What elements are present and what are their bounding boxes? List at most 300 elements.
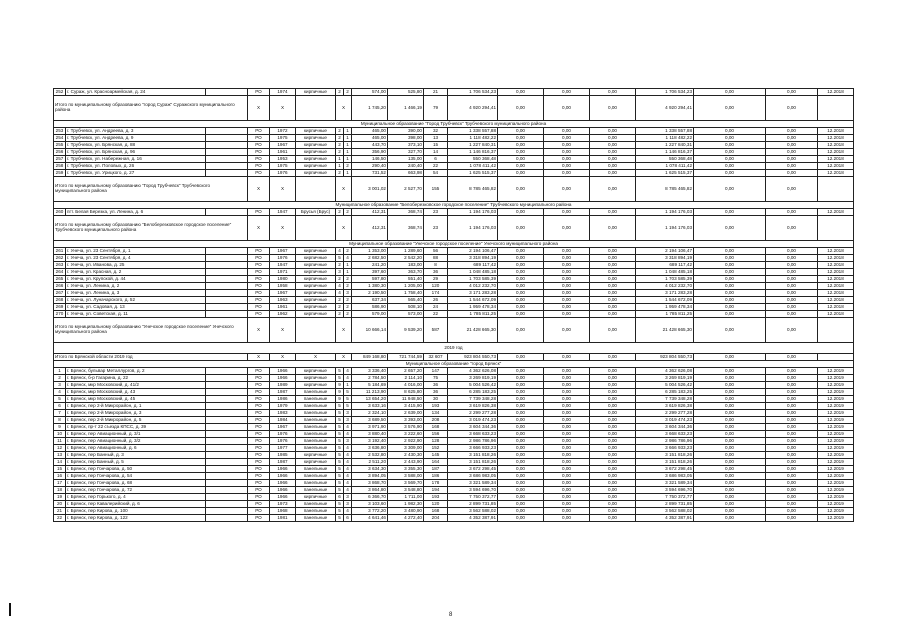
row-number: 17 bbox=[54, 480, 66, 487]
residents-cell: 15 bbox=[424, 142, 448, 149]
cost-cell: 7 750 372,77 bbox=[448, 494, 498, 501]
unit-cost-cell: 0,00 bbox=[694, 318, 766, 343]
address-cell: г. Брянск, пер 2-й Микрорайон, д. 1 bbox=[66, 403, 206, 410]
program-cell: РО bbox=[248, 290, 270, 297]
deadline-cell: 12.2019 bbox=[818, 466, 854, 473]
wall-material-cell: панельные bbox=[296, 508, 336, 515]
fund-cell: 0,00 bbox=[544, 177, 590, 202]
table-row bbox=[54, 438, 854, 445]
total-area-cell: 1 353,00 bbox=[352, 248, 388, 255]
unit-cost-cell: 0,00 bbox=[694, 459, 766, 466]
total-cost-cell: 3 019 474,23 bbox=[636, 417, 694, 424]
entrances-cell: 3 bbox=[344, 501, 352, 508]
total-area-cell: 11 213,90 bbox=[352, 389, 388, 396]
table-row bbox=[54, 508, 854, 515]
row-number: 19 bbox=[54, 494, 66, 501]
limit-cell: 0,00 bbox=[766, 515, 818, 522]
entrances-cell: 4 bbox=[344, 375, 352, 382]
program-cell: РО bbox=[248, 410, 270, 417]
year-cell: 1966 bbox=[270, 466, 296, 473]
address-cell: г. Брянск, пер Кирова, д. 122 bbox=[66, 515, 206, 522]
program-cell: РО bbox=[248, 276, 270, 283]
x-cell: Х bbox=[270, 96, 296, 121]
total-cost-cell: 3 594 696,70 bbox=[636, 487, 694, 494]
fund-cell: 0,00 bbox=[544, 508, 590, 515]
total-area-cell: 356,90 bbox=[352, 149, 388, 156]
entrances-cell: 4 bbox=[344, 487, 352, 494]
residents-cell: 88 bbox=[424, 255, 448, 262]
table-row bbox=[54, 290, 854, 297]
wall-material-cell: кирпичные bbox=[296, 262, 336, 269]
fund-cell: 0,00 bbox=[498, 283, 544, 290]
residents-cell: 54 bbox=[424, 170, 448, 177]
floors-cell: 5 bbox=[336, 466, 344, 473]
entrances-cell: 3 bbox=[344, 290, 352, 297]
row-number: 20 bbox=[54, 501, 66, 508]
floors-cell: 1 bbox=[336, 156, 344, 163]
row-number: 4 bbox=[54, 389, 66, 396]
entrances-cell: 3 bbox=[344, 417, 352, 424]
fund-cell: 0,00 bbox=[498, 501, 544, 508]
living-area-cell: 135,00 bbox=[388, 156, 424, 163]
unit-cost-cell: 0,00 bbox=[694, 135, 766, 142]
cost-cell: 4 012 232,70 bbox=[448, 283, 498, 290]
living-area-cell: 721 744,59 bbox=[388, 354, 424, 361]
empty-cell bbox=[206, 368, 248, 375]
program-table-sheet bbox=[53, 88, 853, 522]
living-area-cell: 3 548,80 bbox=[388, 487, 424, 494]
floors-cell: 2 bbox=[336, 262, 344, 269]
year-cell: 1947 bbox=[270, 209, 296, 216]
year-cell: 1976 bbox=[270, 438, 296, 445]
empty-cell bbox=[206, 156, 248, 163]
wall-material-cell: кирпичные bbox=[296, 89, 336, 96]
deadline-cell: 12.2019 bbox=[818, 431, 854, 438]
year-cell: 1976 bbox=[270, 255, 296, 262]
residents-cell: 174 bbox=[424, 290, 448, 297]
x-cell: Х bbox=[248, 318, 270, 343]
empty-cell bbox=[206, 459, 248, 466]
unit-cost-cell: 0,00 bbox=[694, 290, 766, 297]
total-area-cell: 574,00 bbox=[352, 89, 388, 96]
section-title: Муниципальное образование "город Брянск" bbox=[54, 361, 854, 368]
floors-cell: 4 bbox=[336, 290, 344, 297]
address-cell: г. Брянск, пер 2-й Микрорайон, д. 3 bbox=[66, 410, 206, 417]
total-area-cell: 1 380,30 bbox=[352, 283, 388, 290]
limit-cell: 0,00 bbox=[766, 382, 818, 389]
program-cell: РО bbox=[248, 135, 270, 142]
year-cell: 1966 bbox=[270, 487, 296, 494]
row-number: 6 bbox=[54, 403, 66, 410]
unit-cost-cell: 0,00 bbox=[694, 142, 766, 149]
total-cost-cell: 8 785 465,82 bbox=[636, 177, 694, 202]
year-cell: 1989 bbox=[270, 382, 296, 389]
living-area-cell: 573,00 bbox=[388, 311, 424, 318]
unit-cost-cell: 0,00 bbox=[694, 515, 766, 522]
residents-cell: 26 bbox=[424, 297, 448, 304]
living-area-cell: 1 466,19 bbox=[388, 96, 424, 121]
fund-cell: 0,00 bbox=[590, 283, 636, 290]
empty-cell bbox=[206, 283, 248, 290]
x-cell: Х bbox=[270, 177, 296, 202]
total-cost-cell: 3 151 818,26 bbox=[636, 452, 694, 459]
cost-cell: 3 171 283,28 bbox=[448, 290, 498, 297]
address-cell: г. Брянск, пер Кирова, д. 100 bbox=[66, 508, 206, 515]
empty-cell bbox=[206, 438, 248, 445]
empty-cell bbox=[206, 89, 248, 96]
unit-cost-cell: 0,00 bbox=[694, 297, 766, 304]
wall-material-cell: панельные bbox=[296, 396, 336, 403]
empty-cell bbox=[206, 466, 248, 473]
fund-cell: 0,00 bbox=[590, 269, 636, 276]
program-cell: РО bbox=[248, 142, 270, 149]
deadline-cell: 12.2018 bbox=[818, 170, 854, 177]
entrances-cell: 1 bbox=[344, 170, 352, 177]
residents-cell: 194 bbox=[424, 487, 448, 494]
year-cell: 1972 bbox=[270, 128, 296, 135]
residents-cell: 32 607 bbox=[424, 354, 448, 361]
total-cost-cell: 2 299 277,28 bbox=[636, 410, 694, 417]
program-cell: РО bbox=[248, 501, 270, 508]
entrances-cell: 4 bbox=[344, 255, 352, 262]
total-cost-cell: 1 146 816,37 bbox=[636, 149, 694, 156]
unit-cost-cell: 0,00 bbox=[694, 170, 766, 177]
living-area-cell: 2 542,20 bbox=[388, 255, 424, 262]
entrances-cell: 5 bbox=[344, 403, 352, 410]
row-number: 1 bbox=[54, 368, 66, 375]
living-area-cell: 565,40 bbox=[388, 297, 424, 304]
fund-cell: 0,00 bbox=[544, 501, 590, 508]
fund-cell: 0,00 bbox=[544, 396, 590, 403]
fund-cell: 0,00 bbox=[498, 389, 544, 396]
cost-cell: 3 686 983,05 bbox=[448, 473, 498, 480]
unit-cost-cell: 0,00 bbox=[694, 248, 766, 255]
wall-material-cell: кирпичные bbox=[296, 304, 336, 311]
program-cell: РО bbox=[248, 438, 270, 445]
cost-cell: 3 321 589,34 bbox=[448, 480, 498, 487]
entrances-cell: 2 bbox=[344, 311, 352, 318]
address-cell: г. Унеча, ул. Иванова, д. 25 bbox=[66, 262, 206, 269]
fund-cell: 0,00 bbox=[544, 163, 590, 170]
section-title: Муниципальное образование "Унечское городское поселение" Унечского муниципального района bbox=[54, 241, 854, 248]
deadline-cell: 12.2019 bbox=[818, 445, 854, 452]
fund-cell: 0,00 bbox=[590, 170, 636, 177]
fund-cell: 0,00 bbox=[590, 494, 636, 501]
cost-cell: 3 269 819,19 bbox=[448, 375, 498, 382]
wall-material-cell: кирпичные bbox=[296, 170, 336, 177]
residents-cell: 23 bbox=[424, 209, 448, 216]
fund-cell: 0,00 bbox=[544, 354, 590, 361]
entrances-cell: 5 bbox=[344, 396, 352, 403]
deadline-cell: 12.2019 bbox=[818, 410, 854, 417]
deadline-cell: 12.2018 bbox=[818, 262, 854, 269]
floors-cell: 5 bbox=[336, 473, 344, 480]
row-number: 264 bbox=[54, 269, 66, 276]
row-number: 268 bbox=[54, 297, 66, 304]
cost-cell: 3 318 894,19 bbox=[448, 255, 498, 262]
limit-cell: 0,00 bbox=[766, 262, 818, 269]
unit-cost-cell: 0,00 bbox=[694, 262, 766, 269]
deadline-cell: 12.2019 bbox=[818, 515, 854, 522]
fund-cell: 0,00 bbox=[544, 96, 590, 121]
unit-cost-cell: 0,00 bbox=[694, 368, 766, 375]
empty-cell bbox=[206, 128, 248, 135]
limit-cell: 0,00 bbox=[766, 156, 818, 163]
limit-cell: 0,00 bbox=[766, 417, 818, 424]
wall-material-cell: кирпичные bbox=[296, 368, 336, 375]
program-cell: РО bbox=[248, 494, 270, 501]
year-cell: 1967 bbox=[270, 424, 296, 431]
fund-cell: 0,00 bbox=[590, 431, 636, 438]
address-cell: г. Унеча, ул. Луначарского, д. 52 bbox=[66, 297, 206, 304]
year-cell: 1979 bbox=[270, 403, 296, 410]
program-cell: РО bbox=[248, 431, 270, 438]
deadline-cell: 12.2018 bbox=[818, 269, 854, 276]
limit-cell: 0,00 bbox=[766, 473, 818, 480]
total-area-cell: 3 636,80 bbox=[352, 445, 388, 452]
empty-cell bbox=[206, 269, 248, 276]
fund-cell: 0,00 bbox=[544, 417, 590, 424]
deadline-cell: 12.2019 bbox=[818, 403, 854, 410]
entrances-cell: 2 bbox=[344, 276, 352, 283]
row-number: 266 bbox=[54, 283, 66, 290]
limit-cell: 0,00 bbox=[766, 459, 818, 466]
total-cost-cell: 3 269 819,19 bbox=[636, 375, 694, 382]
empty-cell bbox=[206, 508, 248, 515]
residents-cell: 24 bbox=[424, 304, 448, 311]
year-cell: 1976 bbox=[270, 170, 296, 177]
fund-cell: 0,00 bbox=[590, 177, 636, 202]
floors-cell: 5 bbox=[336, 417, 344, 424]
limit-cell: 0,00 bbox=[766, 466, 818, 473]
empty-cell bbox=[206, 248, 248, 255]
unit-cost-cell: 0,00 bbox=[694, 445, 766, 452]
fund-cell: 0,00 bbox=[498, 163, 544, 170]
living-area-cell: 551,40 bbox=[388, 276, 424, 283]
living-area-cell: 4 272,40 bbox=[388, 515, 424, 522]
deadline-cell: 12.2018 bbox=[818, 311, 854, 318]
year-cell: 1986 bbox=[270, 396, 296, 403]
entrances-cell: 1 bbox=[344, 149, 352, 156]
x-cell: Х bbox=[248, 354, 270, 361]
total-cost-cell: 3 318 894,19 bbox=[636, 255, 694, 262]
x-cell bbox=[296, 318, 336, 343]
program-cell: РО bbox=[248, 515, 270, 522]
residents-cell: 30 bbox=[424, 396, 448, 403]
unit-cost-cell: 0,00 bbox=[694, 375, 766, 382]
residents-cell: 168 bbox=[424, 508, 448, 515]
living-area-cell: 2 114,10 bbox=[388, 375, 424, 382]
total-cost-cell: 550 368,48 bbox=[636, 156, 694, 163]
floors-cell: 2 bbox=[336, 209, 344, 216]
residents-cell: 147 bbox=[424, 368, 448, 375]
empty-cell bbox=[818, 354, 854, 361]
total-area-cell: 3 864,80 bbox=[352, 487, 388, 494]
table-row bbox=[54, 466, 854, 473]
limit-cell: 0,00 bbox=[766, 452, 818, 459]
table-row bbox=[54, 515, 854, 522]
address-cell: г. Брянск, пер Авиационный, д. 3/1 bbox=[66, 431, 206, 438]
residents-cell: 120 bbox=[424, 501, 448, 508]
wall-material-cell: панельные bbox=[296, 431, 336, 438]
fund-cell: 0,00 bbox=[498, 431, 544, 438]
cost-cell: 2 986 786,96 bbox=[448, 438, 498, 445]
empty-cell bbox=[206, 142, 248, 149]
address-cell: г. Унеча, ул. Советская, д. 11 bbox=[66, 311, 206, 318]
address-cell: г. Трубчевск, ул. Андреева, д. 3 bbox=[66, 128, 206, 135]
table-row bbox=[54, 375, 854, 382]
year-cell: 1953 bbox=[270, 156, 296, 163]
address-cell: г. Унеча, ул. Красная, д. 2 bbox=[66, 269, 206, 276]
total-area-cell: 731,52 bbox=[352, 170, 388, 177]
limit-cell: 0,00 bbox=[766, 389, 818, 396]
empty-cell bbox=[206, 445, 248, 452]
empty-cell bbox=[206, 276, 248, 283]
fund-cell: 0,00 bbox=[498, 297, 544, 304]
fund-cell: 0,00 bbox=[544, 515, 590, 522]
fund-cell: 0,00 bbox=[544, 128, 590, 135]
row-number: 256 bbox=[54, 149, 66, 156]
entrances-cell: 6 bbox=[344, 515, 352, 522]
year-cell: 1961 bbox=[270, 149, 296, 156]
address-cell: г. Унеча, ул. Ленина, д. 3 bbox=[66, 290, 206, 297]
address-cell: г. Трубчевск, ул. Половых, д. 26 bbox=[66, 163, 206, 170]
living-area-cell: 368,74 bbox=[388, 216, 424, 241]
floors-cell: 5 bbox=[336, 480, 344, 487]
cost-cell: 1 785 811,25 bbox=[448, 311, 498, 318]
total-cost-cell: 1 959 478,34 bbox=[636, 304, 694, 311]
entrances-cell: 3 bbox=[344, 410, 352, 417]
address-cell: г. Брянск, бульвар Металлургов, д. 2 bbox=[66, 368, 206, 375]
program-cell: РО bbox=[248, 297, 270, 304]
deadline-cell: 12.2018 bbox=[818, 135, 854, 142]
unit-cost-cell: 0,00 bbox=[694, 304, 766, 311]
table-row bbox=[54, 163, 854, 170]
cost-cell: 8 785 465,82 bbox=[448, 177, 498, 202]
living-area-cell: 2 639,00 bbox=[388, 410, 424, 417]
housing-repair-table bbox=[53, 88, 854, 522]
unit-cost-cell: 0,00 bbox=[694, 209, 766, 216]
table-row bbox=[54, 403, 854, 410]
deadline-cell: 12.2018 bbox=[818, 163, 854, 170]
empty-cell bbox=[818, 318, 854, 343]
table-row bbox=[54, 417, 854, 424]
empty-cell bbox=[206, 515, 248, 522]
wall-material-cell: панельные bbox=[296, 473, 336, 480]
unit-cost-cell: 0,00 bbox=[694, 501, 766, 508]
entrances-cell: 4 bbox=[344, 424, 352, 431]
total-area-cell: 3 336,40 bbox=[352, 368, 388, 375]
total-cost-cell: 3 666 933,23 bbox=[636, 445, 694, 452]
fund-cell: 0,00 bbox=[498, 354, 544, 361]
subtotal-label: Итого по муниципальному образованию "Белоберезковское городское поселение" Трубчевского муниципального района bbox=[54, 216, 248, 241]
wall-material-cell: панельные bbox=[296, 424, 336, 431]
floors-cell: 5 bbox=[336, 459, 344, 466]
limit-cell: 0,00 bbox=[766, 368, 818, 375]
empty-cell bbox=[206, 417, 248, 424]
program-cell: РО bbox=[248, 170, 270, 177]
limit-cell: 0,00 bbox=[766, 311, 818, 318]
floors-cell: 2 bbox=[336, 311, 344, 318]
fund-cell: 0,00 bbox=[498, 318, 544, 343]
table-row bbox=[54, 135, 854, 142]
program-cell: РО bbox=[248, 375, 270, 382]
fund-cell: 0,00 bbox=[498, 410, 544, 417]
table-row bbox=[54, 170, 854, 177]
x-cell: Х bbox=[336, 318, 352, 343]
row-number: 3 bbox=[54, 382, 66, 389]
entrances-cell: 4 bbox=[344, 473, 352, 480]
address-cell: г. Унеча, ул. 23 Сентября, д. 4 bbox=[66, 255, 206, 262]
residents-cell: 186 bbox=[424, 473, 448, 480]
residents-cell: 208 bbox=[424, 417, 448, 424]
deadline-cell: 12.2018 bbox=[818, 89, 854, 96]
fund-cell: 0,00 bbox=[590, 142, 636, 149]
total-cost-cell: 7 739 348,28 bbox=[636, 396, 694, 403]
floors-cell: 5 bbox=[336, 501, 344, 508]
entrances-cell: 4 bbox=[344, 452, 352, 459]
entrances-cell: 2 bbox=[344, 209, 352, 216]
subtotal-row bbox=[54, 177, 854, 202]
unit-cost-cell: 0,00 bbox=[694, 438, 766, 445]
fund-cell: 0,00 bbox=[498, 368, 544, 375]
fund-cell: 0,00 bbox=[590, 96, 636, 121]
program-cell: РО bbox=[248, 304, 270, 311]
empty-cell bbox=[818, 177, 854, 202]
program-cell: РО bbox=[248, 311, 270, 318]
floors-cell: 5 bbox=[336, 410, 344, 417]
x-cell: Х bbox=[270, 354, 296, 361]
fund-cell: 0,00 bbox=[498, 311, 544, 318]
limit-cell: 0,00 bbox=[766, 142, 818, 149]
fund-cell: 0,00 bbox=[590, 156, 636, 163]
unit-cost-cell: 0,00 bbox=[694, 382, 766, 389]
cost-cell: 3 594 696,70 bbox=[448, 487, 498, 494]
fund-cell: 0,00 bbox=[590, 382, 636, 389]
entrances-cell: 2 bbox=[344, 248, 352, 255]
cost-cell: 689 117,42 bbox=[448, 262, 498, 269]
row-number: 15 bbox=[54, 466, 66, 473]
fund-cell: 0,00 bbox=[590, 318, 636, 343]
living-area-cell: 390,00 bbox=[388, 128, 424, 135]
fund-cell: 0,00 bbox=[544, 135, 590, 142]
fund-cell: 0,00 bbox=[544, 389, 590, 396]
fund-cell: 0,00 bbox=[544, 283, 590, 290]
entrances-cell: 4 bbox=[344, 445, 352, 452]
unit-cost-cell: 0,00 bbox=[694, 354, 766, 361]
row-number: 22 bbox=[54, 515, 66, 522]
fund-cell: 0,00 bbox=[498, 417, 544, 424]
row-number: 257 bbox=[54, 156, 66, 163]
subtotal-row bbox=[54, 318, 854, 343]
empty-cell bbox=[206, 431, 248, 438]
living-area-cell: 363,70 bbox=[388, 269, 424, 276]
total-area-cell: 1 745,20 bbox=[352, 96, 388, 121]
empty-cell bbox=[206, 480, 248, 487]
residents-cell: 193 bbox=[424, 403, 448, 410]
wall-material-cell: кирпичные bbox=[296, 149, 336, 156]
program-cell: РО bbox=[248, 269, 270, 276]
row-number: 18 bbox=[54, 487, 66, 494]
total-area-cell: 637,34 bbox=[352, 297, 388, 304]
table-row bbox=[54, 283, 854, 290]
residents-cell: 6 bbox=[424, 156, 448, 163]
wall-material-cell: кирпичные bbox=[296, 163, 336, 170]
unit-cost-cell: 0,00 bbox=[694, 410, 766, 417]
table-row bbox=[54, 311, 854, 318]
deadline-cell: 12.2019 bbox=[818, 382, 854, 389]
deadline-cell: 12.2018 bbox=[818, 276, 854, 283]
